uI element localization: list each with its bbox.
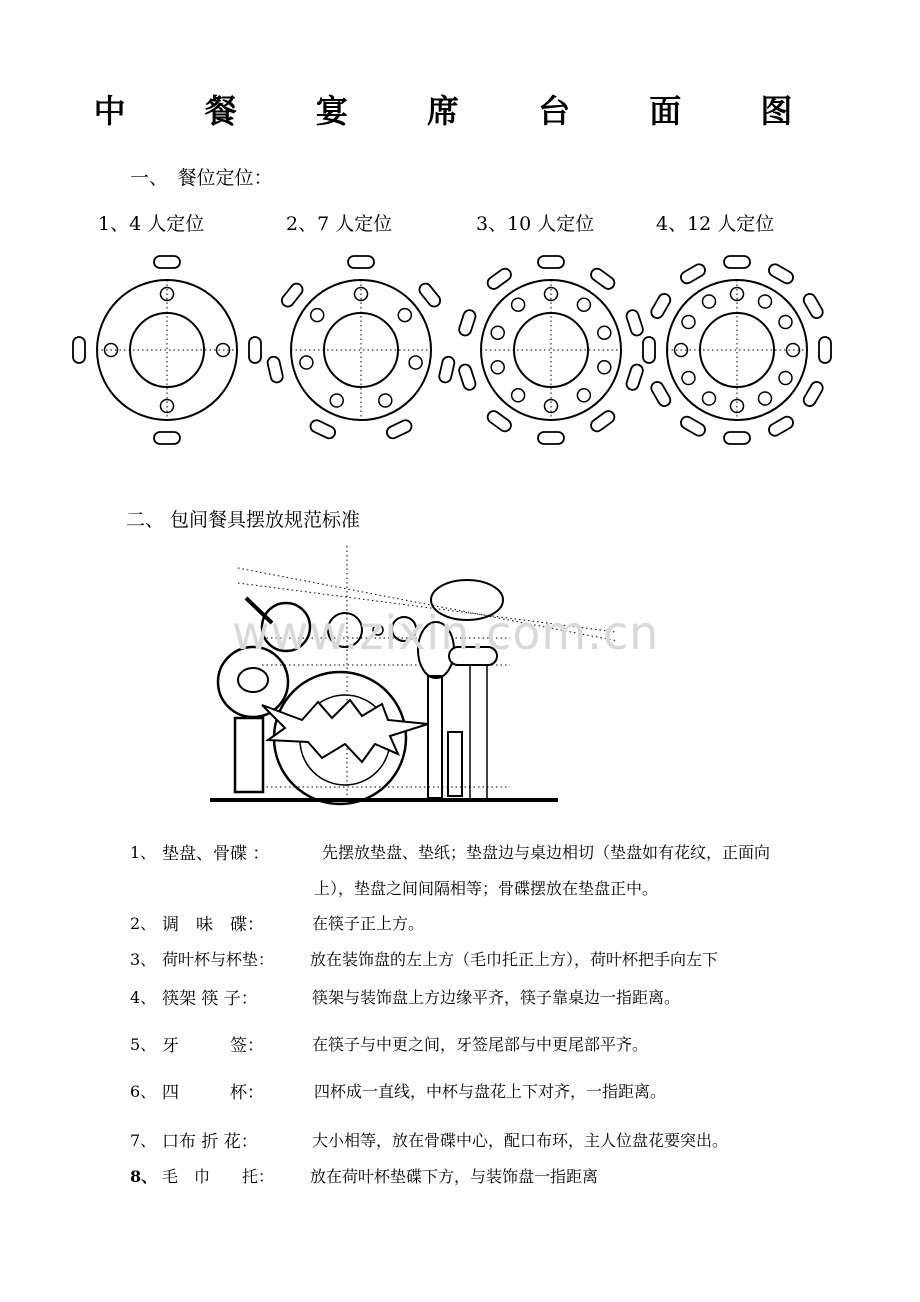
chair xyxy=(73,337,85,363)
place-setting xyxy=(598,326,611,339)
place-setting xyxy=(491,361,504,374)
place-setting xyxy=(300,356,313,369)
rule-label: 口布 折 花： xyxy=(162,1132,258,1152)
place-setting xyxy=(512,298,525,311)
rule-label: 垫盘、骨碟 ： xyxy=(162,844,270,864)
rule-text: 四杯成一直线，中杯与盘花上下对齐，一指距离。 xyxy=(314,1082,667,1101)
rule-number: 6、 xyxy=(130,1082,157,1101)
chair xyxy=(679,415,708,438)
rule-text: 大小相等，放在骨碟中心，配口布环，主人位盘花要突出。 xyxy=(312,1131,729,1150)
place-setting xyxy=(759,392,772,405)
place-setting xyxy=(598,361,611,374)
section-heading-seating: 一、 餐位定位： xyxy=(130,167,273,189)
rule-text: 先摆放垫盘、垫纸；垫盘边与桌边相切（垫盘如有花纹，正面向 xyxy=(322,843,771,862)
chair xyxy=(279,281,305,309)
place-setting xyxy=(779,372,792,385)
chair xyxy=(649,292,672,321)
rule-number: 2、 xyxy=(130,914,157,933)
chair xyxy=(154,432,180,444)
section-heading-tableware: 二、 包间餐具摆放规范标准 xyxy=(126,509,361,531)
chair xyxy=(625,309,644,337)
place-setting xyxy=(311,309,324,322)
chair xyxy=(154,256,180,268)
chair xyxy=(417,281,443,309)
chair xyxy=(438,356,456,384)
chair xyxy=(249,337,261,363)
place-setting xyxy=(409,356,422,369)
place-setting xyxy=(682,372,695,385)
place-setting xyxy=(512,389,525,402)
chopsticks xyxy=(428,676,442,798)
rule-text: 放在装饰盘的左上方（毛巾托正上方），荷叶杯把手向左下 xyxy=(310,950,719,969)
rule-number: 1、 xyxy=(130,843,157,862)
chair xyxy=(538,432,564,444)
place-setting xyxy=(379,394,392,407)
rule-label: 毛 巾 托： xyxy=(162,1167,275,1186)
rule-number: 4、 xyxy=(130,988,157,1007)
side-cup xyxy=(238,668,268,692)
chair xyxy=(724,432,750,444)
chair xyxy=(458,363,477,391)
layout-label-12: 4、12 人定位 xyxy=(656,213,775,235)
chair xyxy=(679,262,708,285)
rule-label: 牙 签： xyxy=(162,1036,264,1056)
towel-tray xyxy=(235,718,263,792)
chair xyxy=(643,337,655,363)
toothpick xyxy=(448,732,462,796)
chair xyxy=(589,266,617,291)
chair xyxy=(538,256,564,268)
rule-text: 筷架与装饰盘上方边缘平齐，筷子靠桌边一指距离。 xyxy=(312,988,681,1007)
rule-number: 3、 xyxy=(130,950,157,969)
place-setting xyxy=(398,309,411,322)
place-setting xyxy=(577,389,590,402)
rule-label: 筷架 筷 子： xyxy=(162,989,258,1009)
chair xyxy=(649,380,672,409)
rule-1 xyxy=(0,840,920,898)
rule-number: 7、 xyxy=(130,1131,157,1150)
rule-text: 放在荷叶杯垫碟下方，与装饰盘一指距离 xyxy=(310,1167,599,1186)
layout-label-10: 3、10 人定位 xyxy=(476,213,595,235)
place-setting xyxy=(577,298,590,311)
rule-text-cont: 上），垫盘之间间隔相等；骨碟摆放在垫盘正中。 xyxy=(314,879,659,898)
rule-number: 8、 xyxy=(130,1167,158,1186)
rule-number: 5、 xyxy=(130,1035,157,1054)
rule-label: 荷叶杯与杯垫： xyxy=(162,950,275,969)
place-setting xyxy=(330,394,343,407)
rule-label: 四 杯： xyxy=(162,1083,264,1103)
chair xyxy=(767,262,796,285)
chair xyxy=(458,309,477,337)
chair xyxy=(348,256,374,268)
chair xyxy=(589,409,617,434)
chair xyxy=(819,337,831,363)
place-setting xyxy=(682,316,695,329)
chair xyxy=(625,363,644,391)
chair xyxy=(385,418,414,440)
rule-label: 调 味 碟： xyxy=(162,915,264,935)
chair xyxy=(308,418,337,440)
chair xyxy=(724,256,750,268)
chair xyxy=(485,409,513,434)
chair xyxy=(485,266,513,291)
place-setting xyxy=(703,392,716,405)
rule-text: 在筷子正上方。 xyxy=(312,914,425,933)
rule-text: 在筷子与中更之间，牙签尾部与中更尾部平齐。 xyxy=(312,1035,649,1054)
place-setting xyxy=(759,295,772,308)
chair xyxy=(802,292,825,321)
place-setting xyxy=(491,326,504,339)
page-title: 中 餐 宴 席 台 面 图 xyxy=(93,92,827,130)
place-setting-diagram xyxy=(210,546,618,804)
watermark: www.zixin.com.cn xyxy=(232,606,660,660)
chair xyxy=(767,415,796,438)
chair xyxy=(266,356,284,384)
place-setting xyxy=(779,316,792,329)
layout-label-4: 1、4 人定位 xyxy=(98,213,205,235)
chair xyxy=(802,380,825,409)
place-setting xyxy=(703,295,716,308)
layout-label-7: 2、7 人定位 xyxy=(286,213,393,235)
